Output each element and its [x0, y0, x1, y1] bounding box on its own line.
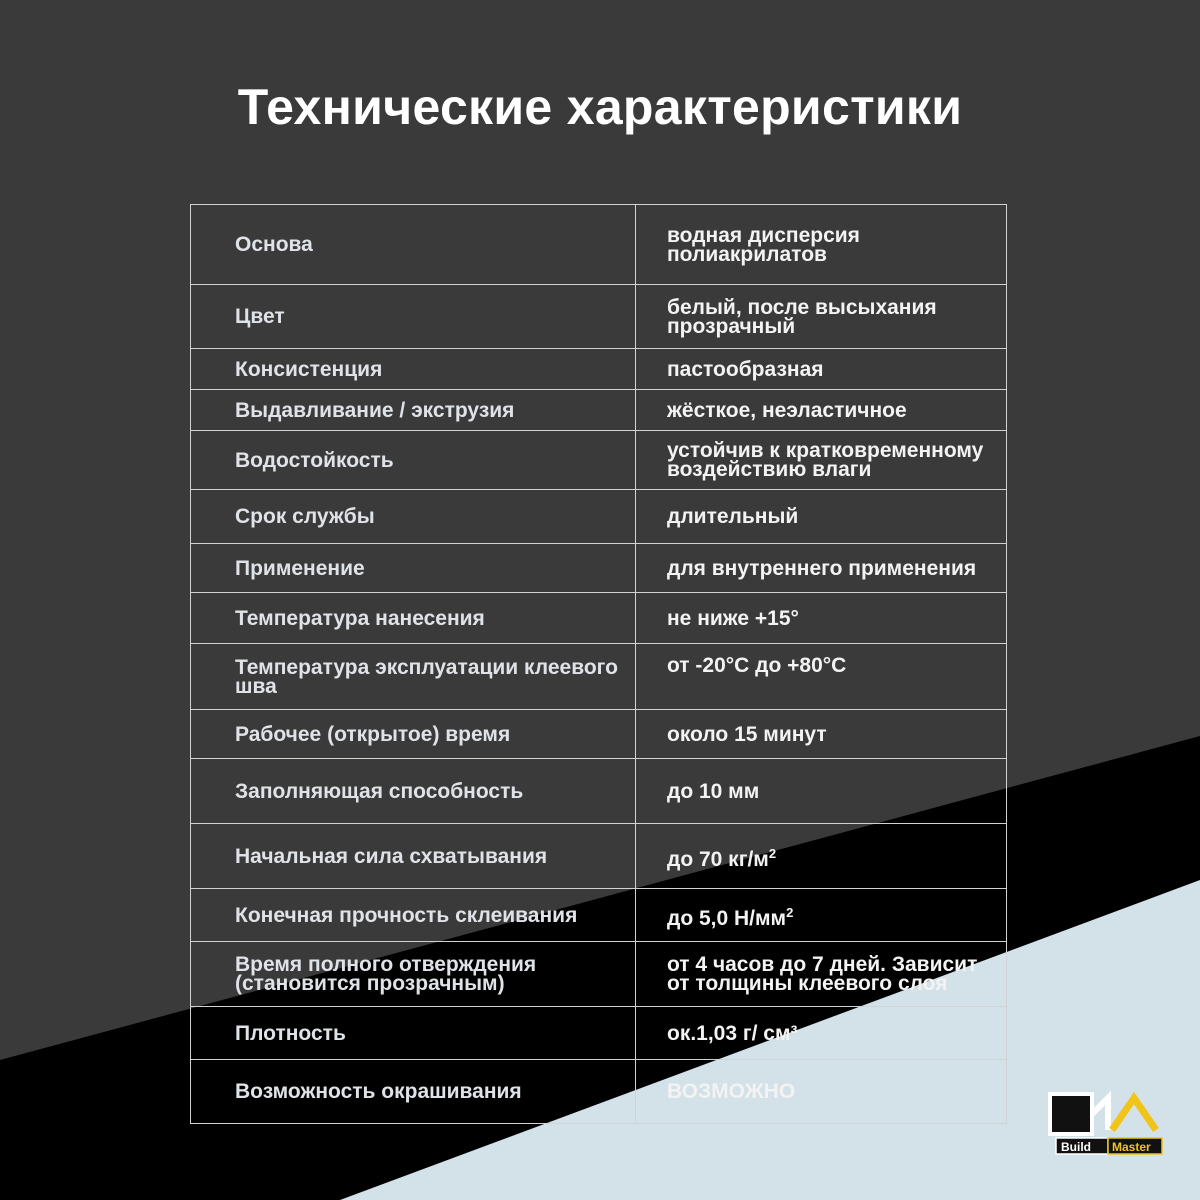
table-row: [191, 390, 1007, 431]
superscript: 2: [768, 845, 777, 861]
spec-value: жёсткое, неэластичное: [636, 390, 1007, 431]
table-row: [191, 644, 1007, 710]
page-title: Технические характеристики: [237, 79, 963, 135]
table-row: [191, 205, 1007, 285]
table-row: [191, 285, 1007, 349]
spec-value: от 4 часов до 7 дней. Зависит от толщины клеевого слоя: [636, 942, 1007, 1007]
spec-value-text: до 5,0 Н/мм: [667, 906, 787, 930]
table-row: [191, 759, 1007, 824]
spec-value: для внутреннего применения: [636, 544, 1007, 593]
spec-key: Консистенция: [191, 349, 636, 390]
table-row: [191, 544, 1007, 593]
table-row: [191, 889, 1007, 942]
spec-key: Заполняющая способность: [191, 759, 636, 824]
spec-key: Температура эксплуатации клеевого шва: [191, 644, 636, 710]
table-row: [191, 1060, 1007, 1124]
table-row: [191, 490, 1007, 544]
table-row: [191, 710, 1007, 759]
spec-value: длительный: [636, 490, 1007, 544]
spec-value: ок.1,03 г/ см³: [636, 1007, 1007, 1060]
spec-value: около 15 минут: [636, 710, 1007, 759]
table-row: [191, 593, 1007, 644]
spec-key: Водостойкость: [191, 431, 636, 490]
spec-key: Начальная сила схватывания: [191, 824, 636, 889]
spec-value: ВОЗМОЖНО: [636, 1060, 1007, 1124]
table-row: [191, 1007, 1007, 1060]
spec-value: [636, 759, 1007, 824]
spec-key: Возможность окрашивания: [191, 1060, 636, 1124]
spec-value: устойчив к кратковременному воздействию влаги: [636, 431, 1007, 490]
spec-key: Время полного отверждения (становится прозрачным): [191, 942, 636, 1007]
table-row: [191, 942, 1007, 1007]
specs-table: [190, 204, 1007, 1124]
spec-value-text: до 70 кг/м: [667, 847, 769, 871]
logo-text-build: Build: [1061, 1140, 1091, 1154]
spec-key: Конечная прочность склеивания: [191, 889, 636, 942]
spec-value: [636, 889, 1007, 942]
spec-value: белый, после высыхания прозрачный: [636, 285, 1007, 349]
build-master-logo: [1046, 1090, 1166, 1158]
spec-key: Выдавливание / экструзия: [191, 390, 636, 431]
table-row: [191, 824, 1007, 889]
spec-key: Цвет: [191, 285, 636, 349]
spec-value: [636, 824, 1007, 889]
spec-value: водная дисперсия полиакрилатов: [636, 205, 1007, 285]
spec-key: Основа: [191, 205, 636, 285]
spec-key: Рабочее (открытое) время: [191, 710, 636, 759]
logo-text-master: Master: [1112, 1140, 1151, 1154]
spec-key: Срок службы: [191, 490, 636, 544]
table-row: [191, 349, 1007, 390]
spec-key: Температура нанесения: [191, 593, 636, 644]
spec-value: не ниже +15°: [636, 593, 1007, 644]
spec-value-text: до 10 мм: [667, 779, 760, 803]
spec-value: пастообразная: [636, 349, 1007, 390]
spec-key: Применение: [191, 544, 636, 593]
spec-value: от -20°С до +80°С: [636, 644, 1007, 710]
spec-key: Плотность: [191, 1007, 636, 1060]
table-row: [191, 431, 1007, 490]
superscript: 2: [786, 904, 794, 920]
